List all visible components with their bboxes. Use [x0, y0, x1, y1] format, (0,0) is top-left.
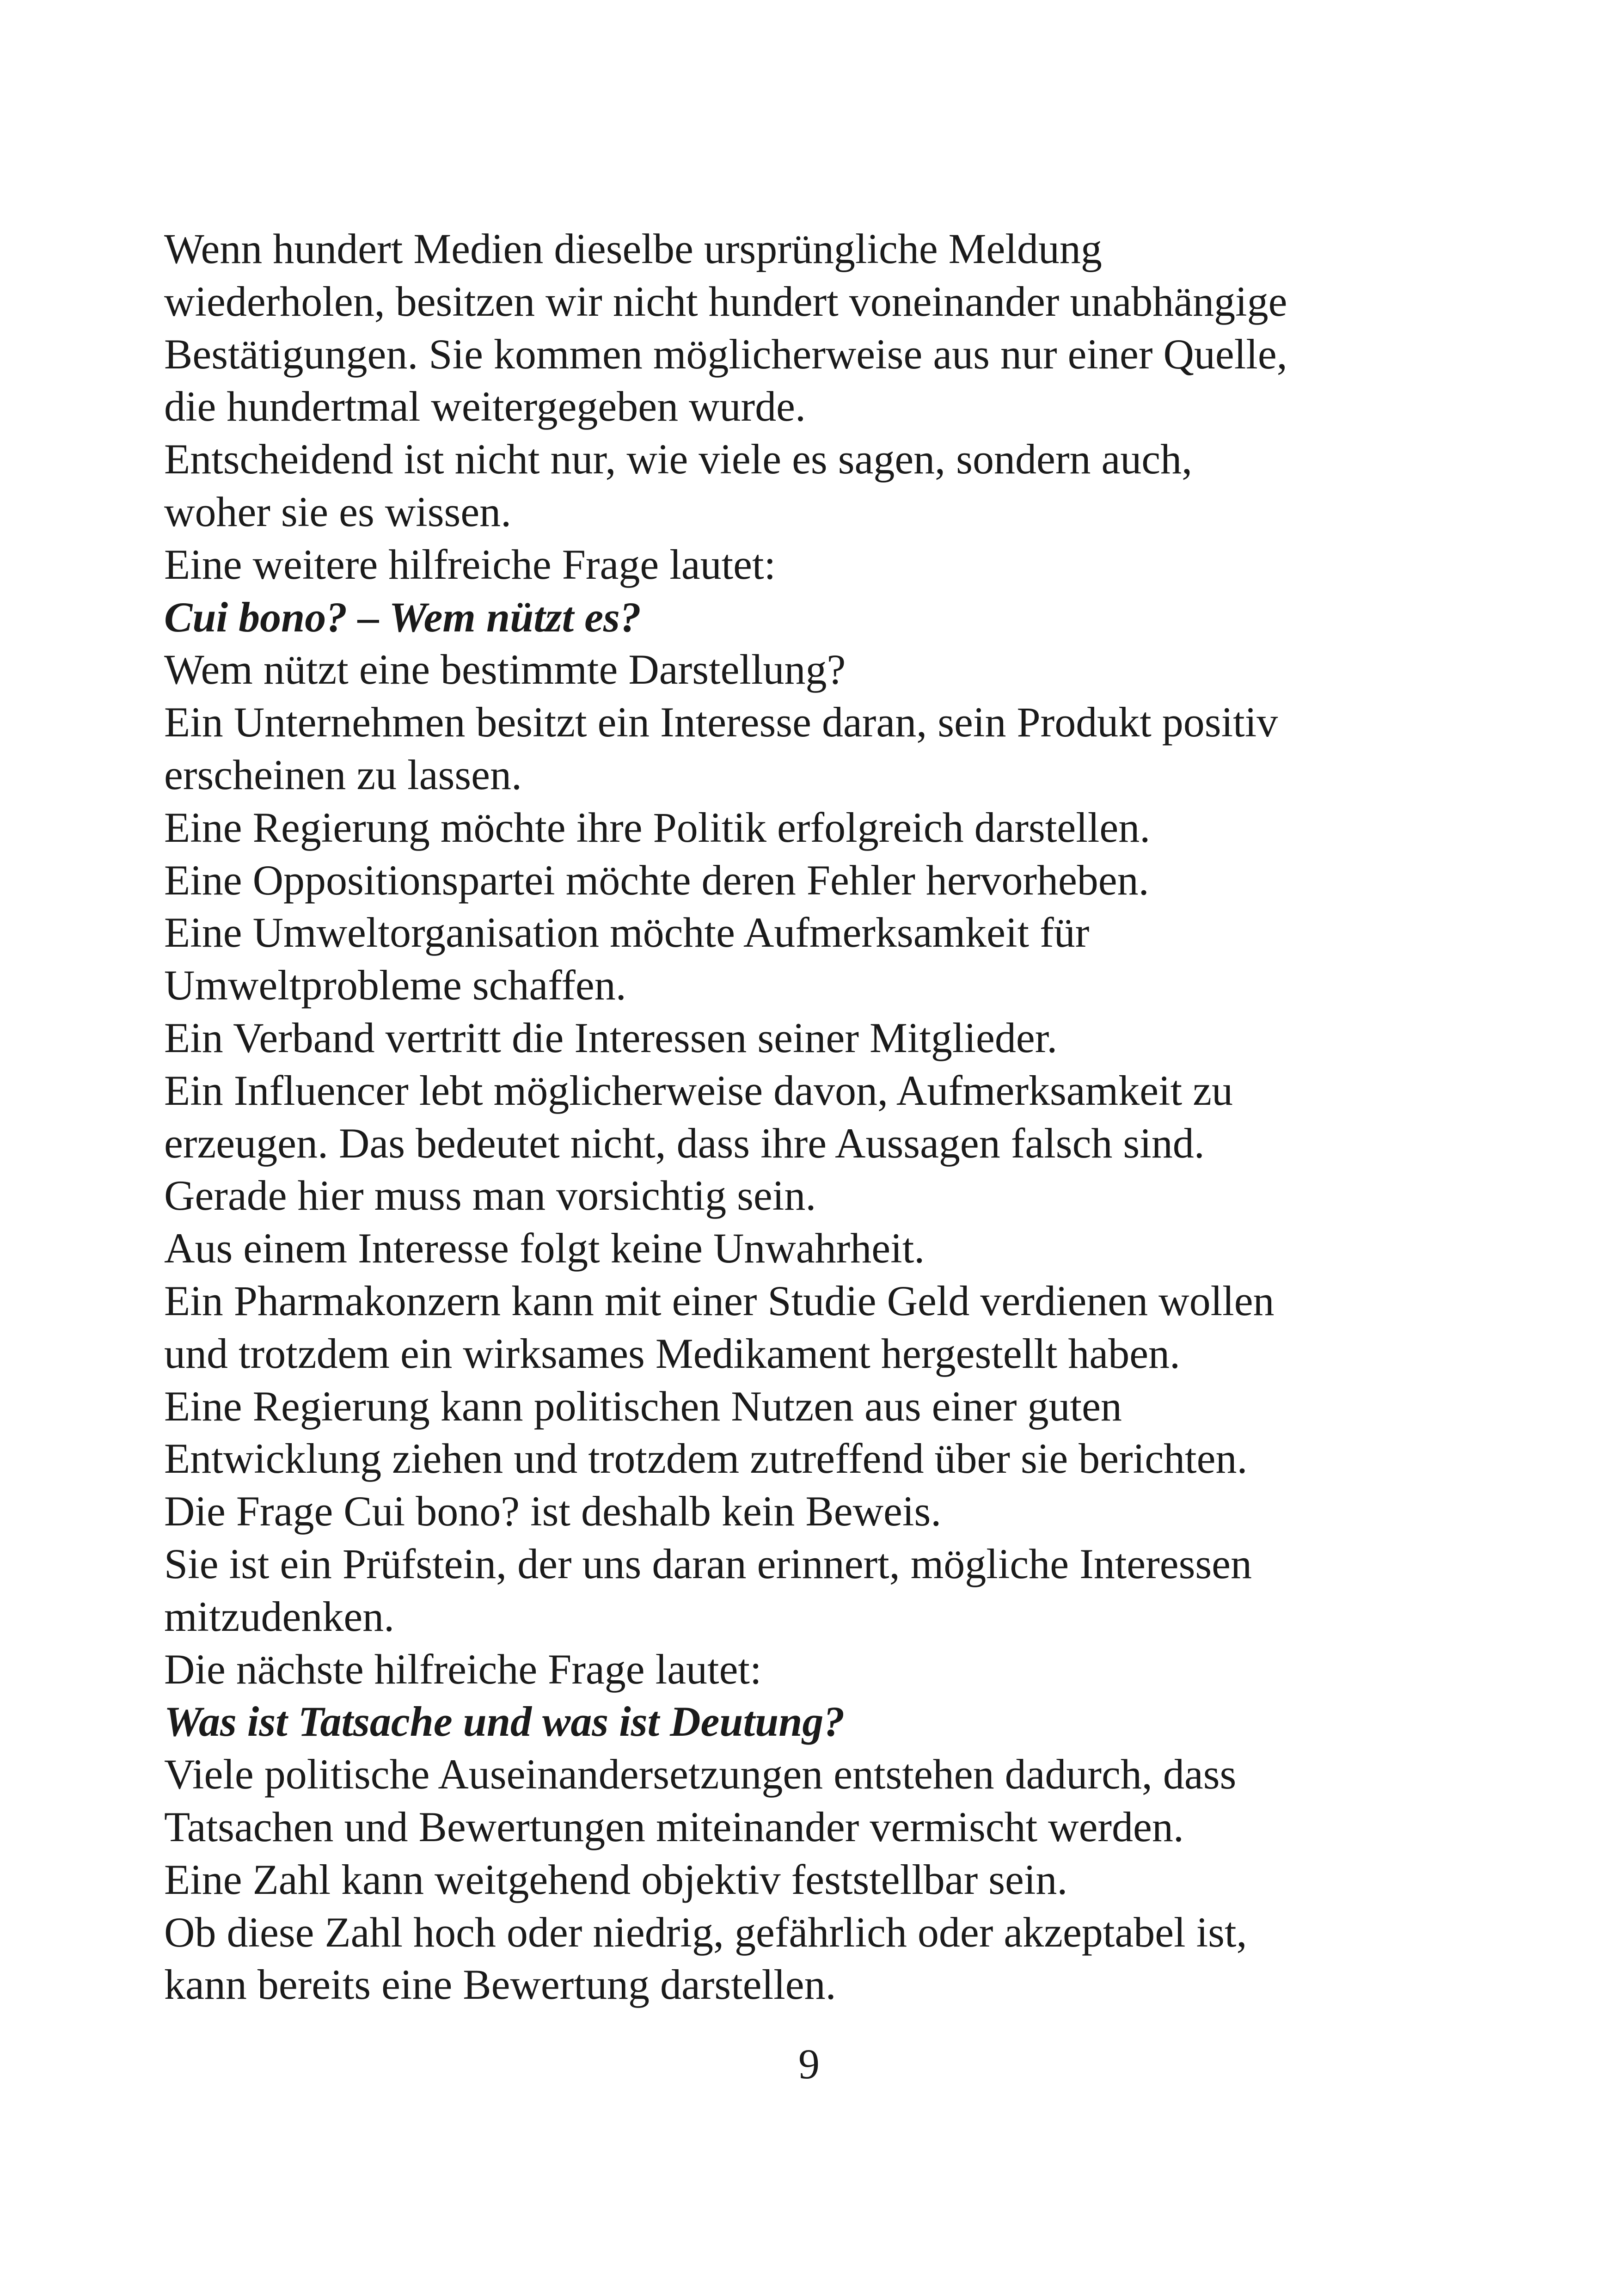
text-line: Gerade hier muss man vorsichtig sein. [164, 1172, 816, 1219]
text-line: Eine weitere hilfreiche Frage lautet: [164, 540, 776, 588]
text-line: und trotzdem ein wirksames Medikament hergestellt haben. [164, 1329, 1181, 1377]
text-line: Entscheidend ist nicht nur, wie viele es sagen, sondern auch, [164, 435, 1193, 483]
page-number: 9 [798, 2040, 820, 2088]
text-line: Eine Regierung möchte ihre Politik erfolgreich darstellen. [164, 803, 1151, 851]
text-line: Eine Zahl kann weitgehend objektiv feststellbar sein. [164, 1855, 1068, 1903]
text-line: wiederholen, besitzen wir nicht hundert voneinander unabhängige [164, 277, 1287, 325]
section-heading: Was ist Tatsache und was ist Deutung? [164, 1698, 845, 1745]
text-line: Eine Oppositionspartei möchte deren Fehler hervorheben. [164, 856, 1149, 904]
text-line: Umweltprobleme schaffen. [164, 961, 626, 1009]
text-line: Ob diese Zahl hoch oder niedrig, gefährlich oder akzeptabel ist, [164, 1908, 1247, 1956]
text-line: erscheinen zu lassen. [164, 751, 522, 798]
body-text [164, 223, 1482, 2011]
text-line: Sie ist ein Prüfstein, der uns daran erinnert, mögliche Interessen [164, 1540, 1252, 1587]
text-line: Viele politische Auseinandersetzungen entstehen dadurch, dass [164, 1751, 1237, 1798]
text-line: Eine Regierung kann politischen Nutzen aus einer guten [164, 1382, 1122, 1430]
text-line: Die Frage Cui bono? ist deshalb kein Beweis. [164, 1488, 942, 1535]
text-line: Ein Influencer lebt möglicherweise davon, Aufmerksamkeit zu [164, 1066, 1233, 1114]
text-line: Aus einem Interesse folgt keine Unwahrheit. [164, 1225, 925, 1272]
text-line: Ein Verband vertritt die Interessen seiner Mitglieder. [164, 1014, 1058, 1061]
text-line: Eine Umweltorganisation möchte Aufmerksamkeit für [164, 909, 1090, 956]
text-line: Wem nützt eine bestimmte Darstellung? [164, 646, 846, 693]
text-line: woher sie es wissen. [164, 488, 512, 535]
text-line: Wenn hundert Medien dieselbe ursprüngliche Meldung [164, 225, 1102, 272]
text-line: erzeugen. Das bedeutet nicht, dass ihre Aussagen falsch sind. [164, 1119, 1205, 1167]
text-line: Bestätigungen. Sie kommen möglicherweise aus nur einer Quelle, [164, 330, 1287, 378]
text-line: die hundertmal weitergegeben wurde. [164, 383, 806, 430]
text-line: Entwicklung ziehen und trotzdem zutreffend über sie berichten. [164, 1435, 1248, 1482]
text-line: kann bereits eine Bewertung darstellen. [164, 1961, 836, 2008]
text-line: mitzudenken. [164, 1592, 395, 1640]
text-line: Tatsachen und Bewertungen miteinander vermischt werden. [164, 1803, 1184, 1850]
text-line: Ein Pharmakonzern kann mit einer Studie Geld verdienen wollen [164, 1277, 1275, 1324]
text-line: Die nächste hilfreiche Frage lautet: [164, 1645, 762, 1693]
text-line: Ein Unternehmen besitzt ein Interesse daran, sein Produkt positiv [164, 698, 1278, 746]
section-heading: Cui bono? – Wem nützt es? [164, 593, 641, 641]
